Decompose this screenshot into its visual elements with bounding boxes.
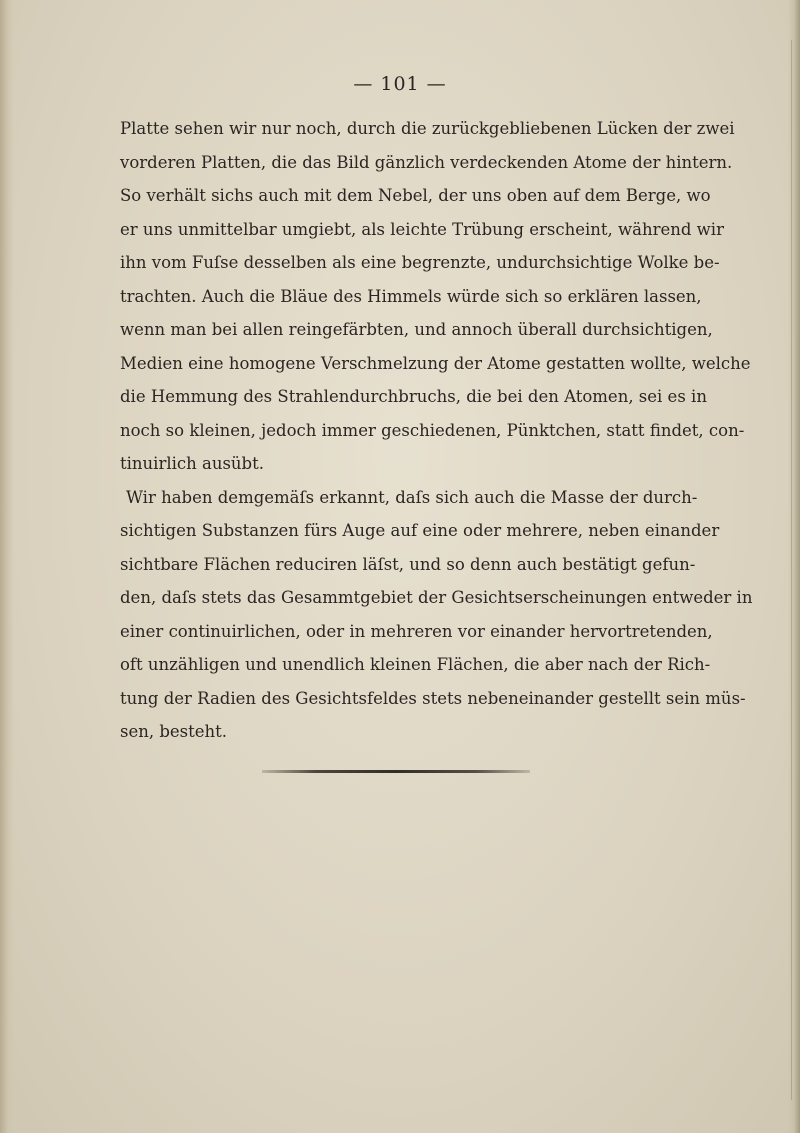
text-line: sichtigen Substanzen fürs Auge auf eine oder mehrere, neben einander [120, 521, 720, 540]
text-line: Medien eine homogene Verschmelzung der Atome gestatten wollte, welche [120, 353, 751, 373]
text-line: wenn man bei allen reingefärbten, und annoch überall durchsichtigen, [120, 320, 713, 339]
text-line: noch so kleinen, jedoch immer geschiedenen, Pünktchen, statt findet, con- [120, 420, 745, 440]
text-line: Platte sehen wir nur noch, durch die zurückgebliebenen Lücken der zwei [120, 119, 735, 138]
page-edge-shadow [788, 0, 800, 1133]
text-line: vorderen Platten, die das Bild gänzlich verdeckenden Atome der hintern. [120, 152, 733, 172]
text-line: die Hemmung des Strahlendurchbruchs, die bei den Atomen, sei es in [120, 387, 707, 406]
text-line: tinuirlich ausübt. [120, 454, 264, 473]
section-divider-rule [262, 770, 530, 773]
text-line: trachten. Auch die Bläue des Himmels würde sich so erklären lassen, [120, 286, 702, 306]
text-line: den, daſs stets das Gesammtgebiet der Gesichtserscheinungen entweder in [120, 588, 753, 607]
text-line: er uns unmittelbar umgiebt, als leichte Trübung erscheint, während wir [120, 219, 724, 239]
text-line: ihn vom Fuſse desselben als eine begrenzte, undurchsichtige Wolke be- [120, 253, 720, 272]
body-text [120, 112, 753, 749]
text-line: tung der Radien des Gesichtsfeldes stets nebeneinander gestellt sein müs- [120, 688, 746, 708]
text-line: einer continuirlichen, oder in mehreren vor einander hervortretenden, [120, 621, 713, 641]
text-line: So verhält sichs auch mit dem Nebel, der uns oben auf dem Berge, wo [120, 186, 711, 205]
page-binding-shadow [0, 0, 14, 1133]
text-line: sen, besteht. [120, 722, 228, 741]
page-number-header: — 101 — [353, 73, 447, 95]
text-line: Wir haben demgemäſs erkannt, daſs sich auch die Masse der durch- [126, 487, 698, 507]
text-line: sichtbare Flächen reduciren läſst, und so denn auch bestätigt gefun- [120, 554, 696, 574]
text-line: oft unzähligen und unendlich kleinen Flächen, die aber nach der Rich- [120, 655, 711, 674]
page-edge-line [791, 40, 792, 1100]
